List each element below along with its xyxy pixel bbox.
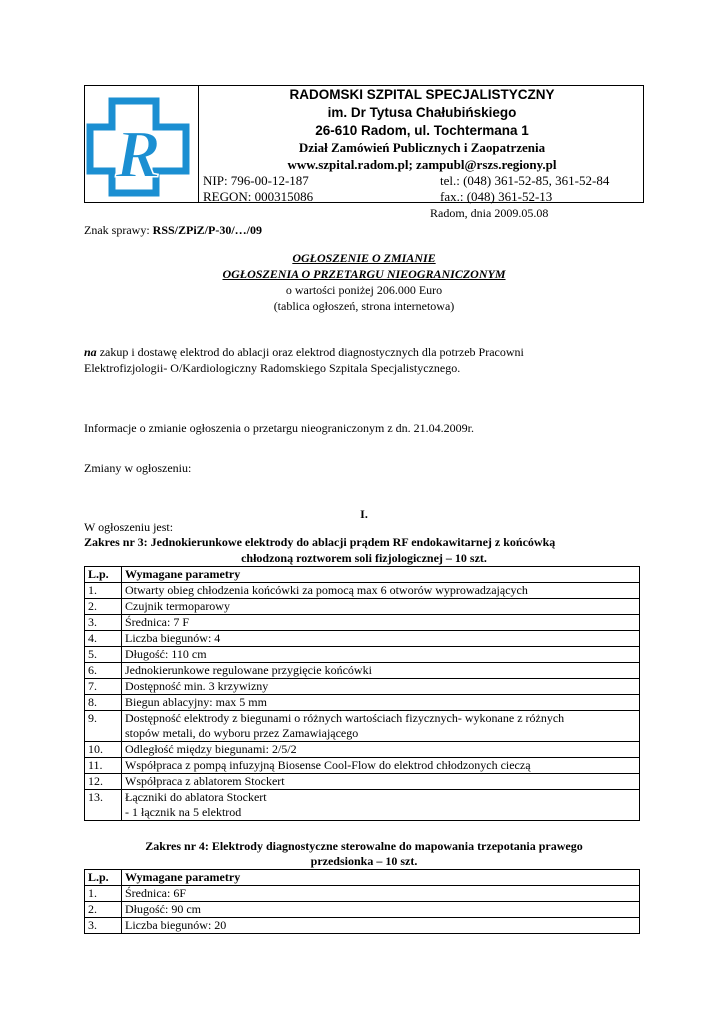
parameter-line: Liczba biegunów: 20: [125, 918, 227, 932]
case-reference-label: Znak sprawy:: [84, 223, 153, 237]
table-row: [85, 902, 640, 918]
subject-line-2: Elektrofizjologii- O/Kardiologiczny Radomskiego Szpitala Specjalistycznego.: [84, 361, 461, 375]
zakres4-line-2: przedsionka – 10 szt.: [310, 854, 418, 868]
row-parameter: [122, 711, 640, 742]
row-number: 1.: [85, 583, 122, 599]
zakres4-line-1: Zakres nr 4: Elektrody diagnostyczne sterowalne do mapowania trzepotania prawego: [145, 839, 583, 853]
parameter-line: Średnica: 7 F: [125, 615, 189, 629]
table-row: [85, 695, 640, 711]
row-parameter: [122, 902, 640, 918]
parameter-line: Otwarty obieg chłodzenia końcówki za pomocą max 6 otworów wyprowadzających: [125, 583, 528, 597]
requirements-table-3: [84, 566, 640, 821]
table-row: [85, 647, 640, 663]
hospital-name: RADOMSKI SZPITAL SPECJALISTYCZNY: [289, 87, 555, 102]
logo-letter-r: R: [115, 116, 161, 192]
row-number: 3.: [85, 918, 122, 934]
subject-prefix: na: [84, 345, 97, 359]
row-number: 11.: [85, 758, 122, 774]
table-row: [85, 790, 640, 821]
table-header-cell: Wymagane parametry: [122, 567, 640, 583]
row-number: 7.: [85, 679, 122, 695]
row-parameter: [122, 615, 640, 631]
requirements-table-4: [84, 869, 640, 934]
hospital-address: 26-610 Radom, ul. Tochtermana 1: [315, 123, 529, 138]
department-name: Dział Zamówień Publicznych i Zaopatrzenia: [298, 140, 546, 155]
hospital-logo: [86, 97, 190, 197]
title-line-1: OGŁOSZENIE O ZMIANIE: [292, 251, 436, 265]
table-header-cell: Wymagane parametry: [122, 870, 640, 886]
row-parameter: [122, 758, 640, 774]
table-row: [85, 615, 640, 631]
letterhead-divider: [198, 85, 199, 203]
row-number: 10.: [85, 742, 122, 758]
info-line: Informacje o zmianie ogłoszenia o przetargu nieograniczonym z dn. 21.04.2009r.: [84, 421, 474, 435]
row-number: 6.: [85, 663, 122, 679]
row-number: 9.: [85, 711, 122, 742]
fax: fax.: (048) 361-52-13: [440, 189, 553, 204]
table-row: [85, 663, 640, 679]
subject-line-1: [84, 344, 524, 360]
table-row: [85, 583, 640, 599]
case-reference: [84, 222, 262, 238]
row-parameter: [122, 774, 640, 790]
row-parameter: [122, 886, 640, 902]
row-parameter: [122, 742, 640, 758]
row-parameter: [122, 790, 640, 821]
row-parameter: [122, 663, 640, 679]
row-number: 13.: [85, 790, 122, 821]
title-line-3: o wartości poniżej 206.000 Euro: [285, 283, 443, 297]
parameter-line: Jednokierunkowe regulowane przygięcie końcówki: [125, 663, 372, 677]
table-row: [85, 918, 640, 934]
parameter-line: Średnica: 6F: [125, 886, 186, 900]
zakres3-line-1: Zakres nr 3: Jednokierunkowe elektrody do ablacji prądem RF endokawitarnej z końcówką: [84, 535, 556, 549]
changes-label: Zmiany w ogłoszeniu:: [84, 461, 192, 475]
table-row: [85, 679, 640, 695]
row-parameter: [122, 918, 640, 934]
row-number: 8.: [85, 695, 122, 711]
title-line-4: (tablica ogłoszeń, strona internetowa): [273, 299, 455, 313]
table-header-row: [85, 870, 640, 886]
section-number: I.: [360, 507, 368, 521]
parameter-line: Dostępność min. 3 krzywizny: [125, 679, 269, 693]
table-row: [85, 631, 640, 647]
telephone: tel.: (048) 361-52-85, 361-52-84: [440, 173, 610, 188]
parameter-line: Liczba biegunów: 4: [125, 631, 221, 645]
table-header-cell: L.p.: [85, 567, 122, 583]
row-parameter: [122, 631, 640, 647]
parameter-line: Odległość między biegunami: 2/5/2: [125, 742, 297, 756]
nip-number: NIP: 796-00-12-187: [203, 173, 309, 188]
parameter-line: Czujnik termoparowy: [125, 599, 230, 613]
parameter-line: Długość: 110 cm: [125, 647, 207, 661]
section-intro: W ogłoszeniu jest:: [84, 520, 174, 534]
table-row: [85, 758, 640, 774]
parameter-line: Długość: 90 cm: [125, 902, 201, 916]
row-number: 12.: [85, 774, 122, 790]
regon-number: REGON: 000315086: [203, 189, 314, 204]
document-date: Radom, dnia 2009.05.08: [430, 206, 549, 220]
hospital-patron: im. Dr Tytusa Chałubińskiego: [327, 105, 517, 120]
parameter-line: Biegun ablacyjny: max 5 mm: [125, 695, 267, 709]
row-number: 2.: [85, 902, 122, 918]
table-header-row: [85, 567, 640, 583]
web-email: www.szpital.radom.pl; zampubl@rszs.regiony.pl: [287, 157, 557, 172]
row-number: 2.: [85, 599, 122, 615]
case-reference-value: RSS/ZPiZ/P-30/…/09: [152, 223, 263, 237]
table-row: [85, 599, 640, 615]
parameter-line: stopów metali, do wyboru przez Zamawiającego: [125, 726, 359, 740]
parameter-line: - 1 łącznik na 5 elektrod: [125, 805, 242, 819]
subject-text-1: zakup i dostawę elektrod do ablacji oraz elektrod diagnostycznych dla potrzeb Pracowni: [96, 345, 524, 359]
row-parameter: [122, 599, 640, 615]
table-row: [85, 774, 640, 790]
row-number: 1.: [85, 886, 122, 902]
parameter-line: Współpraca z pompą infuzyjną Biosense Cool-Flow do elektrod chłodzonych cieczą: [125, 758, 531, 772]
title-line-2: OGŁOSZENIA O PRZETARGU NIEOGRANICZONYM: [222, 267, 506, 281]
table-row: [85, 886, 640, 902]
row-number: 5.: [85, 647, 122, 663]
parameter-line: Łączniki do ablatora Stockert: [125, 790, 267, 804]
row-parameter: [122, 679, 640, 695]
table-row: [85, 711, 640, 742]
row-parameter: [122, 695, 640, 711]
row-number: 3.: [85, 615, 122, 631]
zakres3-line-2: chłodzoną roztworem soli fizjologicznej – 10 szt.: [241, 551, 487, 565]
row-number: 4.: [85, 631, 122, 647]
table-row: [85, 742, 640, 758]
parameter-line: Współpraca z ablatorem Stockert: [125, 774, 285, 788]
parameter-line: Dostępność elektrody z biegunami o różnych wartościach fizycznych- wykonane z różnych: [125, 711, 565, 725]
table-header-cell: L.p.: [85, 870, 122, 886]
row-parameter: [122, 647, 640, 663]
row-parameter: [122, 583, 640, 599]
